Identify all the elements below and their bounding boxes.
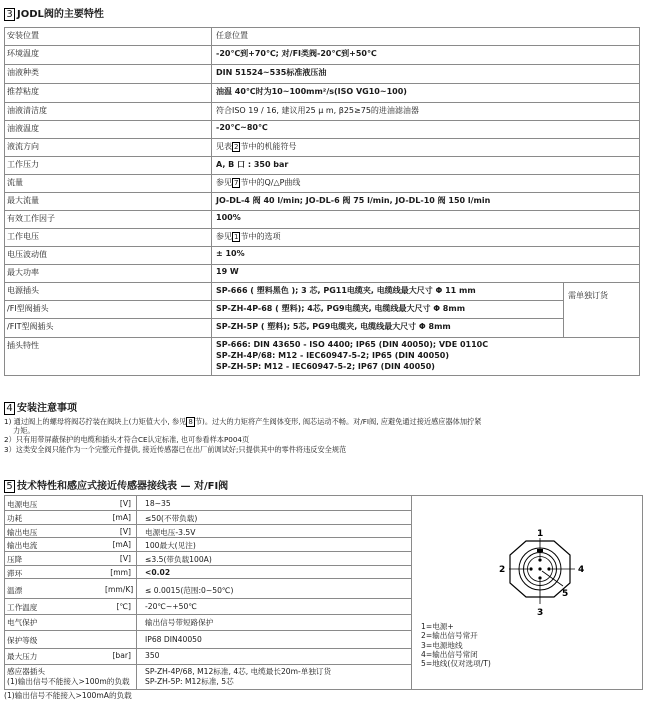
section-title-text: 安装注意事项 — [17, 403, 77, 414]
install-note-3: 3）这类安全阀只能作为一个完整元件提供, 接近传感器已在出厂前调试好;只提供其中的零件将违反安全规范 — [4, 445, 347, 454]
section-4-title — [4, 399, 77, 415]
main-specs-table: 安装位置 任意位置 环境温度 -20℃到+70℃; 对/FI类阀-20℃到+50℃ 油液种类 DIN 51524~535标准液压油 推荐粘度 油温 40℃时为10~100mm²/s(ISO VG10~100) 油液清洁度 符合ISO 19 / 16, 建议用25 μ m, β25≥75的进油滤油器 油液温度 -20℃~80℃ 液流方向 见表 2 节中的机能符号 工作压力 A, B 口 : 350 bar 流量 参见 7 节中的Q/△P曲线 最大流量 JO-DL-4 阀 40 l/min; JO-DL-6 阀 75 l/min, JO-DL-10 阀 150 l/min 有效工作因子 100% 工作电压 参见 1 节中的选项 电压波动值 ± 10% 最大功率 19 W 电源插头 SP-666 ( 塑料黑色 ); 3 芯, PG11电缆夹, 电缆线最大尺寸 Φ 11 mm /FI型阀插头 SP-ZH-4P-68 ( 塑料); 4芯, PG9电缆夹, 电缆线最大尺寸 Φ 8mm /FIT型阀插头 SP-ZH-5P ( 塑料); 5芯, PG9电缆夹, 电缆线最大尺寸 Φ 8mm 插头特性 SP-666: DIN 43650 - ISO 4400; IP65 (DIN 40050); VDE 0110C SP-ZH-4P/68: M12 - IEC60947-5-2; IP65 (DIN 40050) SP-ZH-5P: M12 - IEC60947-5-2; IP67 (DIN 40050) — [4, 27, 640, 375]
pin-1-label: 1 — [537, 529, 544, 539]
section-5-title — [4, 477, 228, 493]
separate-order-note: 需单独订货 — [568, 291, 608, 300]
install-note-1: 1) 通过阀上的螺母将阀芯拧装在阀块上(力矩值大小, 参见 8 节)。过大的力矩将产生阀体变形, 阀芯运动不畅。对/FI阀, 应避免通过接近感应器体加拧紧 — [4, 417, 482, 426]
section-title-text: JODL阀的主要特性 — [17, 9, 104, 20]
section-title-text: 技术特性和感应式接近传感器接线表 — 对/FI阀 — [17, 481, 229, 492]
pin-2-label: 2 — [499, 565, 506, 575]
install-note-2: 2）只有用带屏蔽保护的电缆和插头才符合CE认定标准, 也可参看样本P004页 — [4, 435, 250, 444]
section-3-title — [4, 5, 104, 21]
install-note-1-cont: 力矩。 — [13, 426, 35, 435]
pin-4-label: 4 — [578, 565, 585, 575]
pin-5-label: 5 — [562, 589, 569, 599]
pin-legend: 1=电源+ 2=输出信号常开 3=电源地线 4=输出信号常闭 5=地线(仅对选项/T) — [421, 622, 491, 669]
sensor-specs-table: 电源电压 [V] 18~35 功耗 [mA] ≤50(不带负载) 输出电压 [V] 电源电压-3.5V 输出电流 [mA] 100最大(见注) 压降 [V] ≤3.5(带负载100A) 滞环 [mm] <0.02 温漂 [mm/K] ≤ 0.0015(范围:0~50℃) 工作温度 [℃] -20℃~+50℃ 电气保护 输出信号带短路保护 保护等级 IP68 DIN40050 最大压力 [bar] 350 感应器插头 SP-ZH-4P/68, M12标准, 4芯, 电缆最长20m-单独订货 (1)输出信号不能接入>100m的负载 SP-ZH-5P: M12标准, 5芯 1 2 4 3 5 — [4, 495, 643, 690]
pin-3-label: 3 — [537, 608, 544, 618]
section-number: 5 — [4, 480, 15, 493]
section-number: 3 — [4, 8, 15, 21]
section-number: 4 — [4, 402, 15, 415]
connector-pin-diagram — [495, 524, 595, 618]
footnote: (1)输出信号不能接入>100mA的负载 — [4, 691, 132, 700]
